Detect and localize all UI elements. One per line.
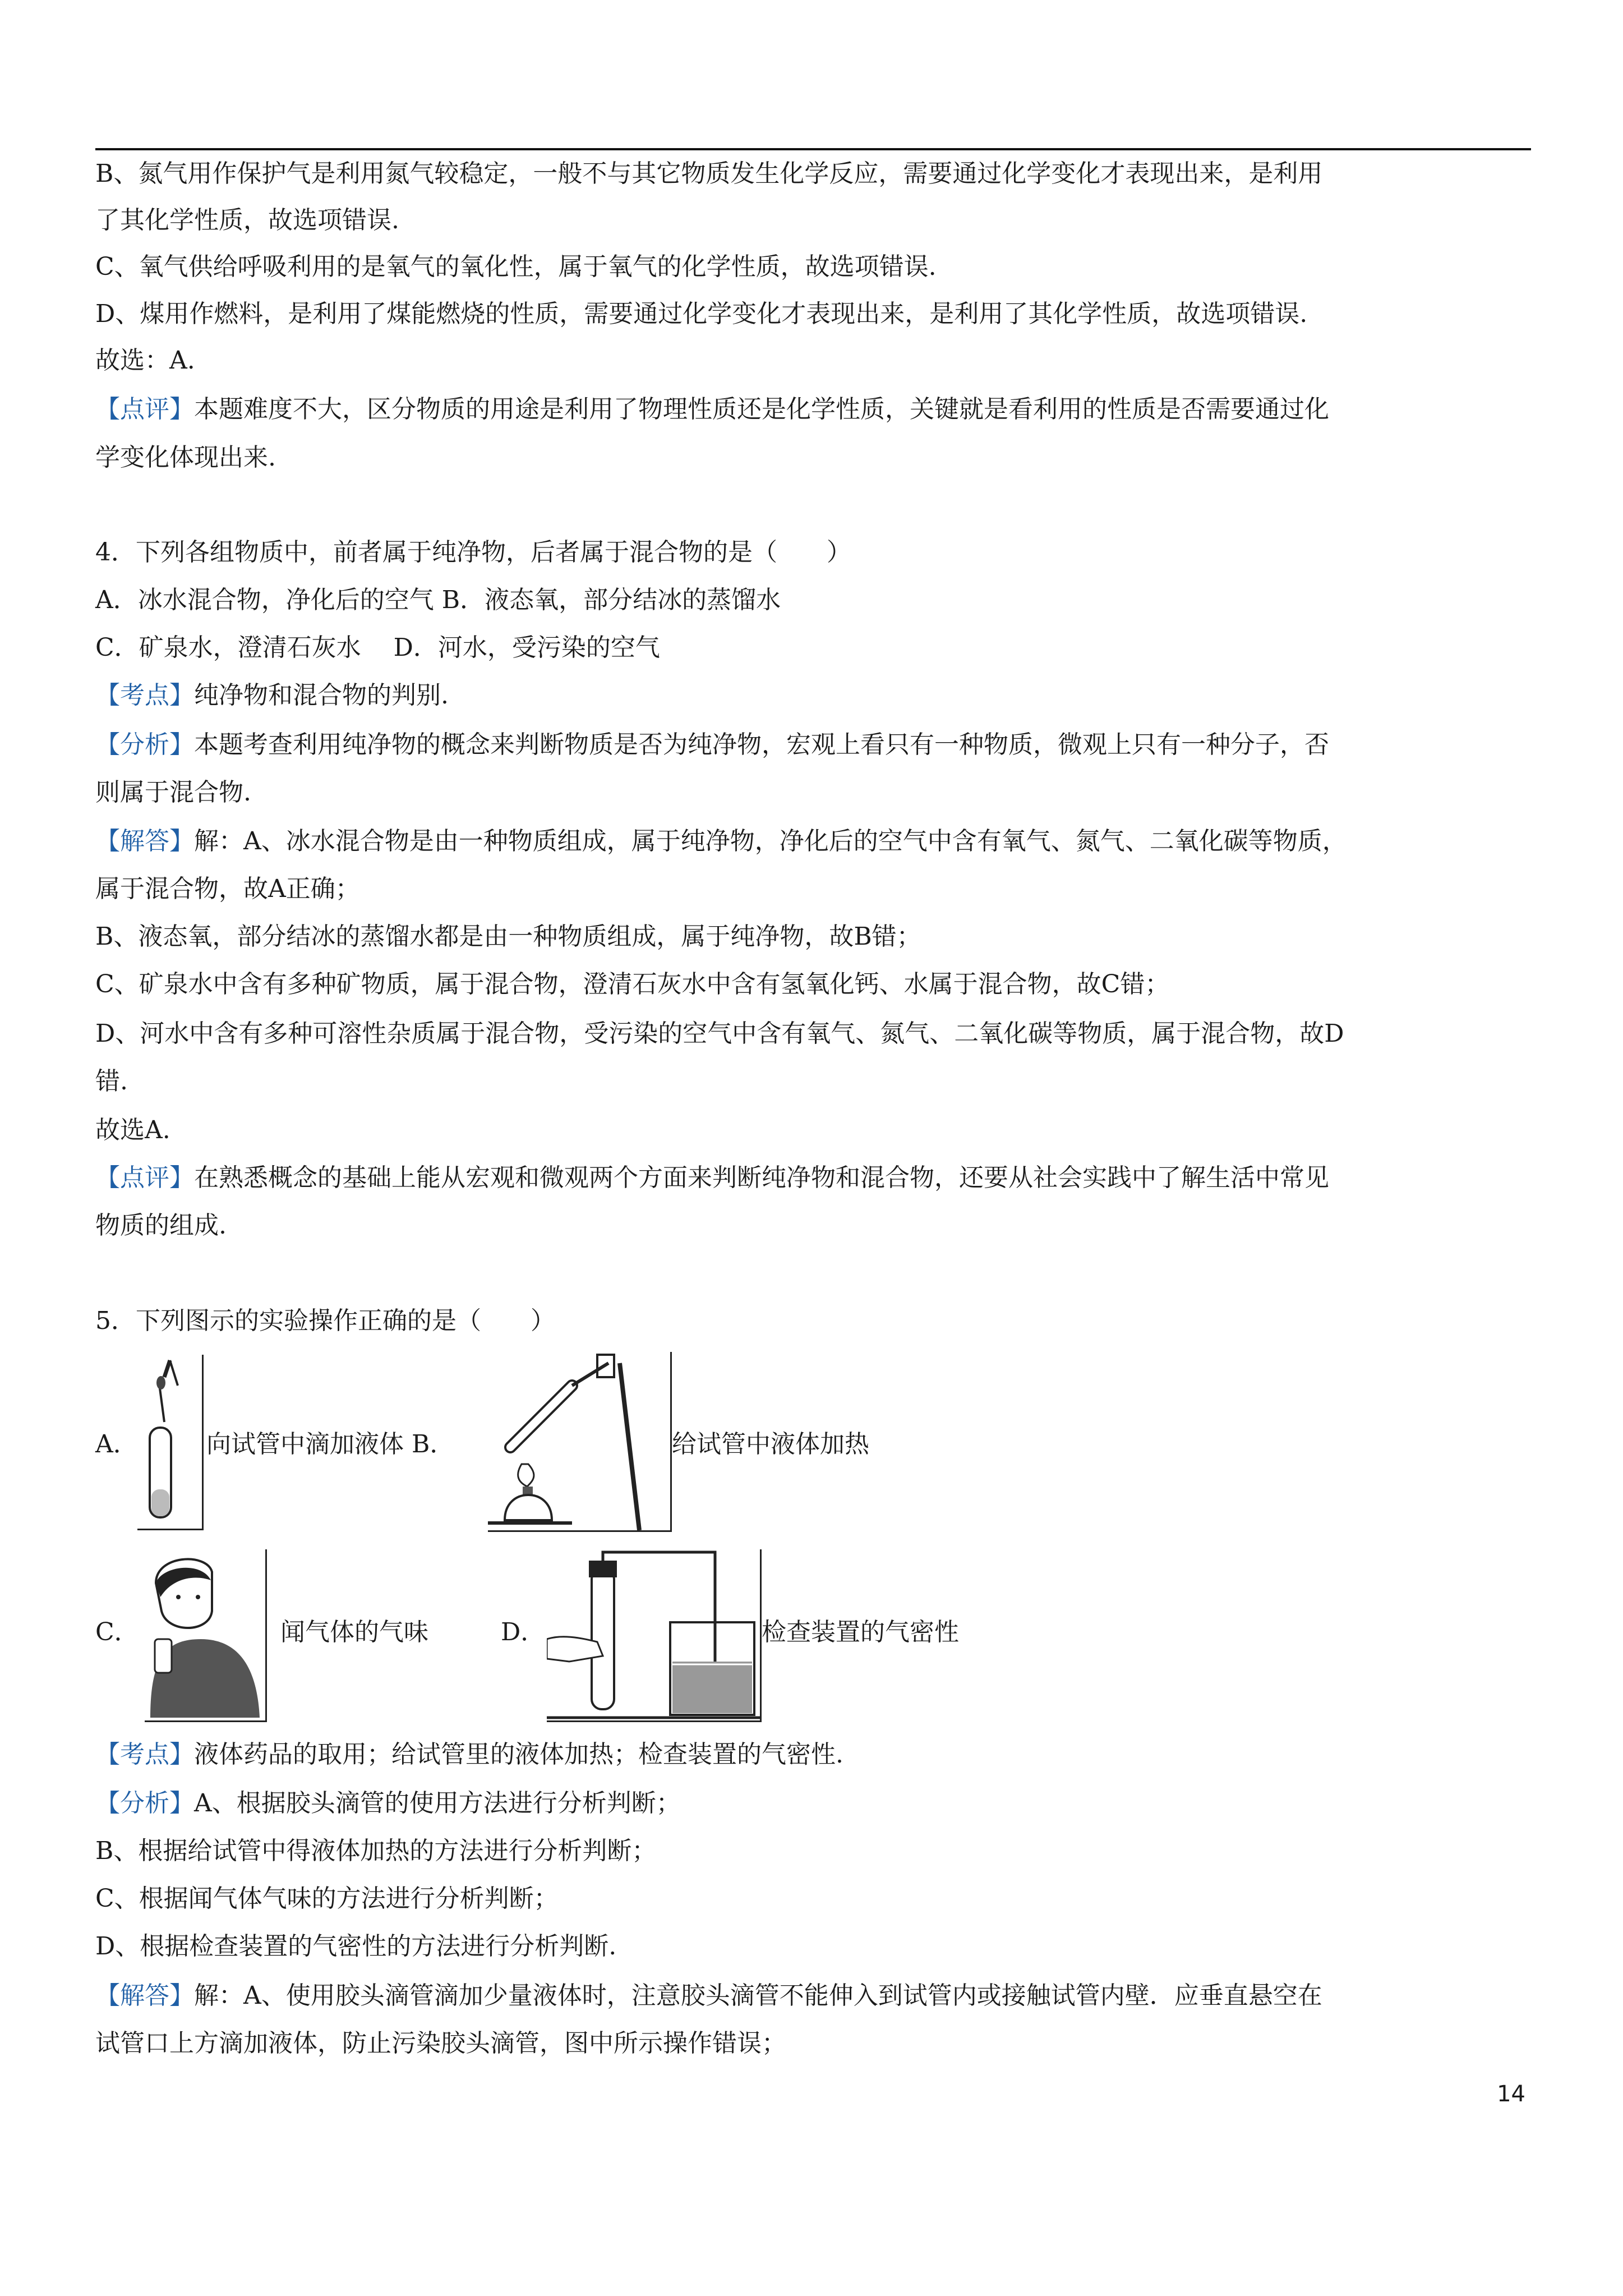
header-rule: [95, 148, 1531, 150]
test-tube-beaker-icon: [547, 1549, 760, 1720]
text-line-2: 了其化学性质，故选项错误.: [95, 206, 399, 234]
text-line-12: 【分析】本题考查利用纯净物的概念来判断物质是否为纯净物，宏观上看只有一种物质，微观上只有一种分子，否: [95, 730, 1329, 759]
text-line-14: 【解答】解：A、冰水混合物是由一种物质组成，属于纯净物，净化后的空气中含有氧气、氮气、二氧化碳等物质，: [95, 827, 1347, 855]
comment-tag: 【点评】: [95, 1163, 194, 1192]
text-line-1: B、氮气用作保护气是利用氮气较稳定，一般不与其它物质发生化学反应，需要通过化学变化才表现出来，是利用: [95, 159, 1323, 188]
text-line-17: C、矿泉水中含有多种矿物质，属于混合物，澄清石灰水中含有氢氧化钙、水属于混合物，故C错；: [95, 970, 1170, 999]
text-line-5: 故选：A.: [95, 346, 195, 375]
answer-tag: 【解答】: [95, 827, 194, 855]
text-line-21: 【点评】在熟悉概念的基础上能从宏观和微观两个方面来判断纯净物和混合物，还要从社会实践中了解生活中常见: [95, 1163, 1329, 1192]
text-line-28: D、根据检查装置的气密性的方法进行分析判断.: [95, 1932, 617, 1961]
option-a-letter: A．: [95, 1430, 138, 1458]
text-line-4: D、煤用作燃料，是利用了煤能燃烧的性质，需要通过化学变化才表现出来，是利用了其化学性质，故选项错误.: [95, 300, 1308, 328]
analysis-tag: 【分析】: [95, 730, 194, 759]
option-d-label: 检查装置的气密性: [762, 1618, 959, 1646]
text-line-24: 【考点】液体药品的取用；给试管里的液体加热；检查装置的气密性.: [95, 1740, 843, 1769]
text-line-16: B、液态氧，部分结冰的蒸馏水都是由一种物质组成，属于纯净物，故B错；: [95, 922, 921, 951]
text-line-15: 属于混合物，故A正确；: [95, 875, 360, 903]
question-5-stem: 5．下列图示的实验操作正确的是（ ）: [95, 1306, 555, 1335]
text-line-19: 错.: [95, 1067, 128, 1096]
option-d-letter: D．: [501, 1618, 546, 1646]
text-line-27: C、根据闻气体气味的方法进行分析判断；: [95, 1884, 559, 1913]
text-line-7: 学变化体现出来.: [95, 443, 276, 472]
text-line-6: 【点评】本题难度不大，区分物质的用途是利用了物理性质还是化学性质，关键就是看利用的性质是否需要通过化: [95, 395, 1329, 424]
analysis-tag: 【分析】: [95, 1789, 194, 1818]
question-4-options-cd: C．矿泉水，澄清石灰水 D．河水，受污染的空气: [95, 633, 660, 662]
dropper-figure: [137, 1355, 204, 1530]
option-c-letter: C．: [95, 1618, 139, 1646]
airtightness-figure: [547, 1549, 762, 1722]
question-4-options-ab: A．冰水混合物，净化后的空气 B．液态氧，部分结冰的蒸馏水: [95, 586, 781, 614]
text-line-30: 试管口上方滴加液体，防止污染胶头滴管，图中所示操作错误；: [95, 2029, 786, 2058]
text-line-11: 【考点】纯净物和混合物的判别.: [95, 681, 449, 710]
text-line-18: D、河水中含有多种可溶性杂质属于混合物，受污染的空气中含有氧气、氮气、二氧化碳等物质，属于混合物，故D: [95, 1019, 1344, 1048]
option-a-label: 向试管中滴加液体 B．: [206, 1430, 455, 1458]
dropper-icon: [137, 1355, 202, 1529]
text-line-20: 故选A.: [95, 1116, 170, 1144]
knowledge-point-tag: 【考点】: [95, 681, 194, 710]
heating-figure: [488, 1352, 672, 1532]
text-line-3: C、氧气供给呼吸利用的是氧气的氧化性，属于氧气的化学性质，故选项错误.: [95, 252, 937, 281]
option-b-label: 给试管中液体加热: [672, 1430, 869, 1458]
knowledge-point-tag: 【考点】: [95, 1740, 194, 1769]
person-smelling-icon: [145, 1549, 265, 1720]
smelling-figure: [145, 1549, 267, 1722]
comment-tag: 【点评】: [95, 395, 194, 424]
text-line-25: 【分析】A、根据胶头滴管的使用方法进行分析判断；: [95, 1789, 681, 1818]
question-4-stem: 4．下列各组物质中，前者属于纯净物，后者属于混合物的是（ ）: [95, 538, 851, 567]
text-line-22: 物质的组成.: [95, 1211, 227, 1240]
page-number: 14: [1497, 2081, 1525, 2107]
text-line-26: B、根据给试管中得液体加热的方法进行分析判断；: [95, 1837, 657, 1865]
text-line-29: 【解答】解：A、使用胶头滴管滴加少量液体时，注意胶头滴管不能伸入到试管内或接触试管内壁．应垂直悬空在: [95, 1981, 1322, 2010]
text-line-13: 则属于混合物.: [95, 778, 251, 807]
option-c-label: 闻气体的气味: [280, 1618, 428, 1646]
alcohol-lamp-icon: [488, 1352, 670, 1530]
answer-tag: 【解答】: [95, 1981, 194, 2010]
